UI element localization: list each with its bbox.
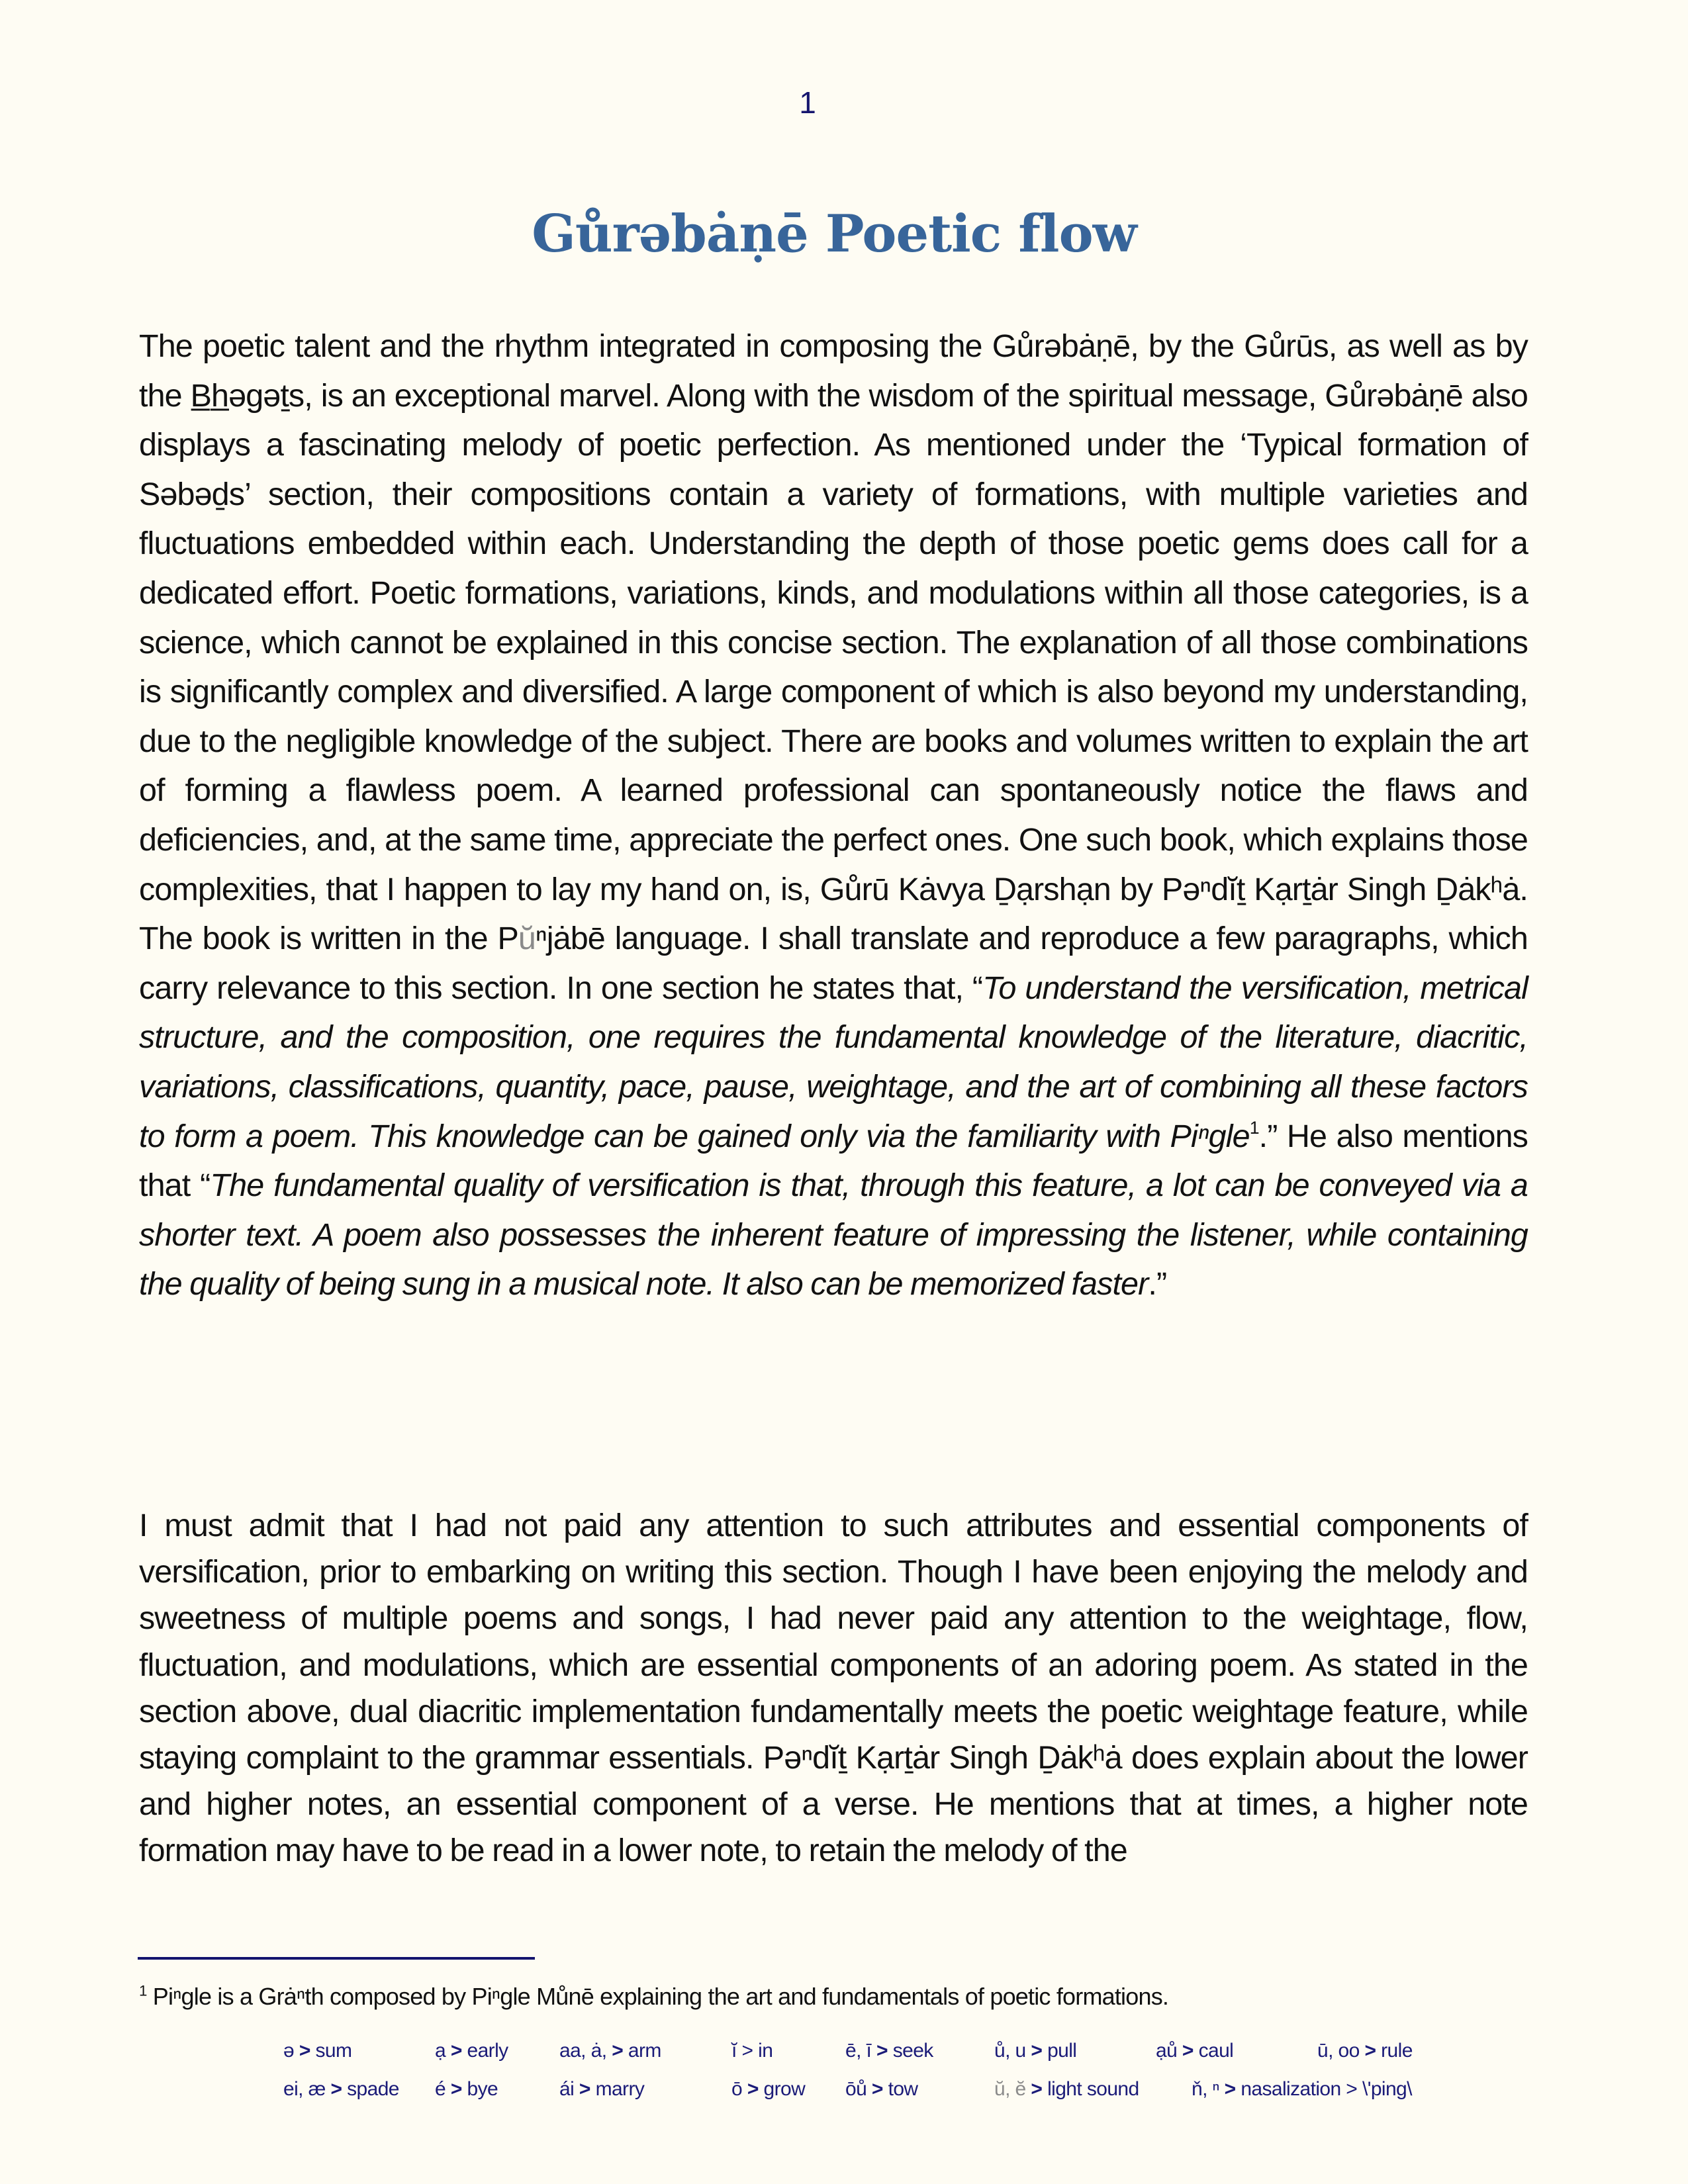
legend-symbol: ū, oo — [1317, 2040, 1360, 2062]
legend-example: marry — [595, 2078, 645, 2100]
legend-item: é > bye — [435, 2078, 498, 2100]
legend-symbol: ō — [731, 2078, 743, 2100]
text-segment: , is an exceptional marvel. Along with the wisdom of the spiritual message, Gůrəbȧṇē also displays a fascinating melody of poetic perfection. As mentioned under the ‘Typical formation of Səbəḏs’ section, their compositions contain a variety of formations, with multiple varieties and fluctuations embedded within each. Understanding the depth of those poetic gems does call for a dedicated effort. Poetic formations, variations, kinds, and modulations within all those categories, is a science, which cannot be explained in this concise section. The explanation of all those combinations is significantly complex and diversified. A large component of which is also beyond my understanding, due to the negligible knowledge of the subject. There are books and volumes written to explain the art of forming a flawless poem. A learned professional can spontaneously notice the flaws and deficiencies, and, at the same time, appreciate the perfect ones. One such book, which explains those complexities, that I happen to lay my hand on, is, Gůrū Kȧvya Ḏạrshạn by Pəⁿdĭṯ Kạrṯȧr Singh Ḏȧkʰȧ. The book is written in the P — [139, 377, 1528, 957]
legend-example: pull — [1047, 2040, 1077, 2062]
text-segment: .” He also mentions that “ — [139, 1118, 1528, 1204]
legend-symbol: ạ — [435, 2040, 446, 2062]
legend-item: ạ > early — [435, 2040, 508, 2062]
body-paragraph-1 — [139, 322, 1528, 1309]
legend-item: ū, oo > rule — [1317, 2040, 1413, 2062]
text-segment: .” — [1148, 1266, 1167, 1302]
legend-symbol: ạů — [1156, 2040, 1178, 2062]
footnote-marker: 1 — [139, 1982, 147, 1999]
footnote-reference: 1 — [1249, 1117, 1259, 1138]
legend-example: early — [467, 2040, 508, 2062]
legend-example: arm — [628, 2040, 661, 2062]
legend-item: ů, u > pull — [994, 2040, 1077, 2062]
text-segment: B̲h̲əgəṯs — [190, 377, 305, 414]
body-paragraph-2 — [139, 1502, 1528, 1874]
text-segment: ⁿjȧbē language. I shall translate and reproduce a few paragraphs, which carry relevance to this section. In one section he states that, “ — [139, 921, 1528, 1006]
legend-symbol: ē, ī — [845, 2040, 872, 2062]
legend-symbol: ei, æ — [283, 2078, 326, 2100]
legend-item: ạů > caul — [1156, 2040, 1234, 2062]
legend-example: light sound — [1047, 2078, 1139, 2100]
legend-symbol: é — [435, 2078, 446, 2100]
legend-example: tow — [888, 2078, 918, 2100]
legend-item: ōů > tow — [845, 2078, 918, 2100]
legend-symbol: ái — [559, 2078, 575, 2100]
footnote-text: Piⁿgle is a Grȧⁿth composed by Piⁿgle Můnē explaining the art and fundamentals of poetic formations. — [146, 1983, 1169, 2010]
legend-symbol: ĭ — [731, 2040, 737, 2062]
legend-example: caul — [1198, 2040, 1234, 2062]
legend-item: ō > grow — [731, 2078, 806, 2100]
legend-symbol: ů, u — [994, 2040, 1026, 2062]
legend-example: seek — [892, 2040, 933, 2062]
legend-item: ĭ > in — [731, 2040, 773, 2062]
legend-item: ň, ⁿ > nasalization > \'ping\ — [1192, 2078, 1412, 2100]
muted-diacritic: ŭ — [518, 921, 536, 957]
legend-example: rule — [1381, 2040, 1413, 2062]
text-segment: The poetic talent and the rhythm integrated in composing the Gůrəbȧṇē, by the Gůrūs, as well as by the — [139, 328, 1528, 414]
legend-item: ei, æ > spade — [283, 2078, 399, 2100]
footnote — [139, 1983, 1529, 2011]
legend-example: in — [758, 2040, 773, 2062]
legend-example: sum — [315, 2040, 352, 2062]
legend-symbol: ōů — [845, 2078, 867, 2100]
legend-example: nasalization > \'ping\ — [1241, 2078, 1412, 2100]
legend-item: ŭ, ĕ > light sound — [994, 2078, 1139, 2100]
legend-item: ái > marry — [559, 2078, 645, 2100]
quoted-italic-text: To understand the versification, metrical structure, and the composition, one requires the fundamental knowledge of the literature, diacritic, variations, classifications, quantity, pace, pause, weightage, and the art of combining all these factors to form a poem. This knowledge can be gained only via the familiarity with Piⁿgle — [139, 970, 1528, 1154]
legend-item: ē, ī > seek — [845, 2040, 933, 2062]
page-title: Gůrəbȧṇē Poetic flow — [532, 204, 1137, 264]
legend-symbol: ň, ⁿ — [1192, 2078, 1219, 2100]
legend-example: bye — [467, 2078, 498, 2100]
paragraph-1-text — [139, 322, 1528, 1309]
legend-example: spade — [347, 2078, 399, 2100]
legend-item: ə > sum — [283, 2040, 352, 2062]
page-number: 1 — [799, 85, 816, 120]
legend-symbol: aa, ȧ, — [559, 2040, 607, 2062]
paragraph-2-text: I must admit that I had not paid any attention to such attributes and essential components of versification, prior to embarking on writing this section. Though I have been enjoying the melody and sweetness of multiple poems and songs, I had never paid any attention to the weightage, flow, fluctuation, and modulations, which are essential components of an adoring poem. As stated in the section above, dual diacritic implementation fundamentally meets the poetic weightage feature, while staying complaint to the grammar essentials. Pəⁿdĭṯ Kạrṯȧr Singh Ḏȧkʰȧ does explain about the lower and higher notes, an essential component of a verse. He mentions that at times, a higher note formation may have to be read in a lower note, to retain the melody of the — [139, 1508, 1528, 1869]
quoted-italic-text: The fundamental quality of versification is that, through this feature, a lot can be conveyed via a shorter text. A poem also possesses the inherent feature of impressing the listener, while containing the quality of being sung in a musical note. It also can be memorized faster — [139, 1167, 1528, 1302]
legend-item: aa, ȧ, > arm — [559, 2040, 661, 2062]
legend-example: grow — [763, 2078, 806, 2100]
footnote-separator — [138, 1957, 535, 1960]
legend-symbol: ŭ, ĕ — [994, 2078, 1026, 2100]
legend-symbol: ə — [283, 2040, 295, 2062]
